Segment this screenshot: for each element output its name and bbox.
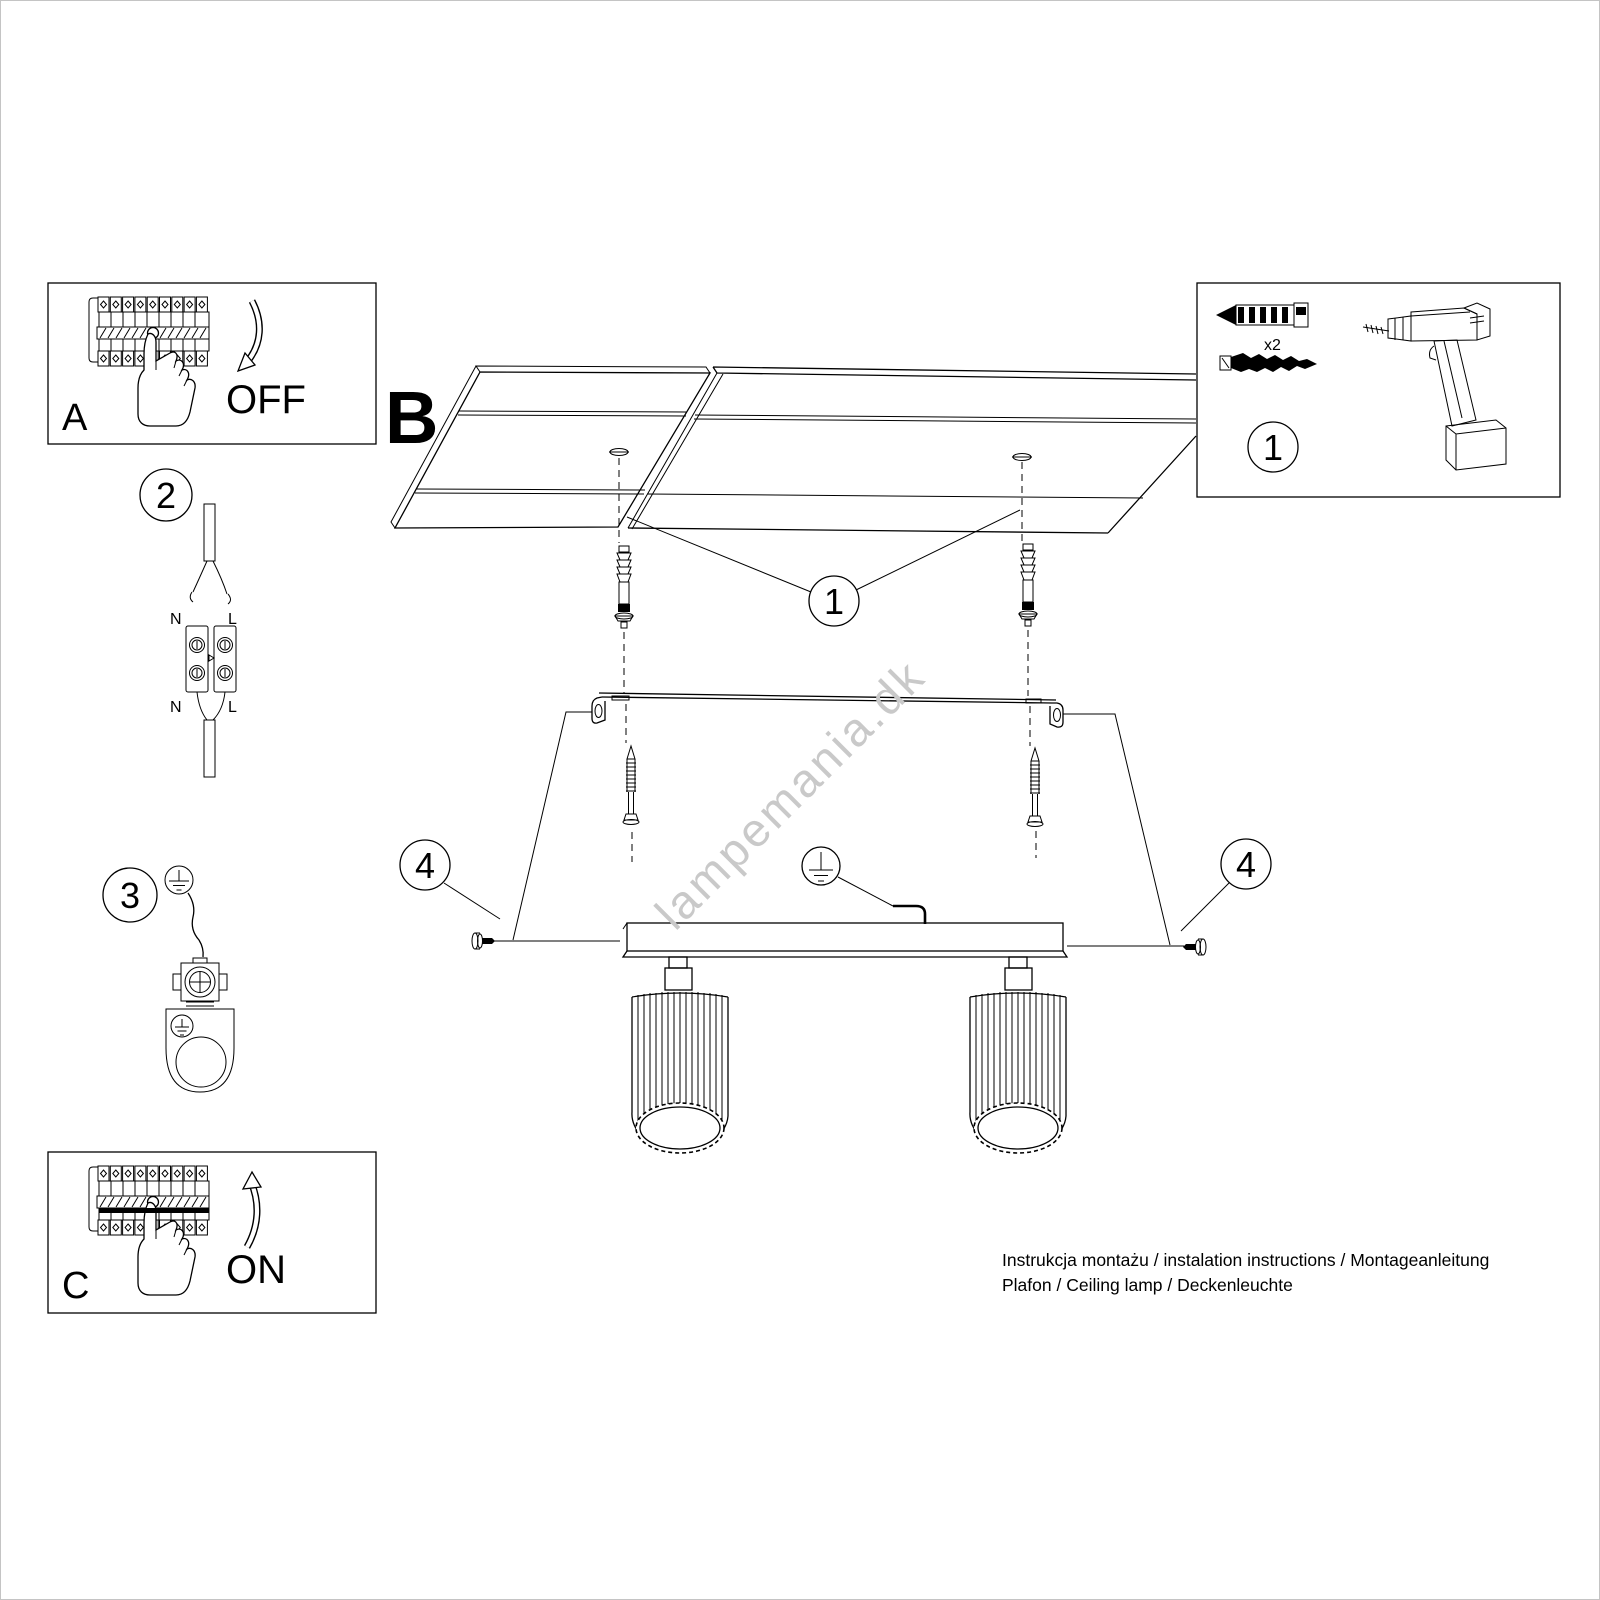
- label-n-top: N: [170, 611, 182, 628]
- anchor-quantity: x2: [1264, 337, 1281, 354]
- breaker-on-bar: [99, 1208, 209, 1213]
- ceiling-panels: [391, 366, 1196, 533]
- fixture-ground-wire: [893, 906, 925, 924]
- screw-icon: [1220, 353, 1317, 372]
- drill-icon: [1363, 303, 1506, 470]
- on-arrow-icon: [243, 1172, 261, 1247]
- terminal-block: [186, 626, 236, 692]
- box-a-label: A: [62, 397, 88, 439]
- callout-2: 2: [155, 475, 177, 516]
- callout-1-main: [627, 510, 1020, 626]
- step-2-wiring: [140, 469, 237, 777]
- right-fixing-column: [1019, 462, 1043, 858]
- off-label: OFF: [226, 378, 306, 422]
- step-c-power-on: [48, 1152, 376, 1313]
- tools-box: [1197, 283, 1560, 497]
- callout-4-left-num: 4: [414, 845, 436, 886]
- callout-4-right-num: 4: [1235, 844, 1257, 885]
- cable-top: [204, 504, 215, 561]
- box-c-label: C: [62, 1265, 90, 1307]
- callout-4-right: [1181, 839, 1271, 931]
- label-l-bottom: L: [228, 699, 237, 716]
- label-l-top: L: [228, 611, 237, 628]
- footer-line1: Instrukcja montażu / instalation instructions / Montageanleitung: [1002, 1250, 1490, 1270]
- callout-4-left: [400, 840, 500, 919]
- ground-terminal: [173, 958, 227, 1009]
- section-b-label: B: [385, 376, 439, 459]
- ground-wire: [188, 893, 203, 957]
- left-fixing-column: [615, 458, 639, 862]
- on-label: ON: [226, 1248, 286, 1292]
- step-a-power-off: [48, 283, 376, 444]
- watermark: lampemania.dk: [644, 648, 936, 940]
- label-n-bottom: N: [170, 699, 182, 716]
- off-arrow-icon: [238, 301, 259, 371]
- earth-symbol-icon: [165, 866, 193, 894]
- footer-line2: Plafon / Ceiling lamp / Deckenleuchte: [1002, 1275, 1293, 1295]
- callout-1: 1: [823, 581, 845, 622]
- cable-bottom: [204, 720, 215, 777]
- ground-bracket: [166, 1009, 234, 1092]
- fixture-earth-symbol: [802, 847, 925, 924]
- callout-1-tools: 1: [1262, 427, 1284, 468]
- wall-plug-icon: [1216, 303, 1308, 327]
- box-c-frame: [48, 1152, 376, 1313]
- callout-3: 3: [119, 875, 141, 916]
- step-3-grounding: [103, 866, 234, 1092]
- box-a-frame: [48, 283, 376, 444]
- ceiling-lamp: [623, 923, 1067, 1153]
